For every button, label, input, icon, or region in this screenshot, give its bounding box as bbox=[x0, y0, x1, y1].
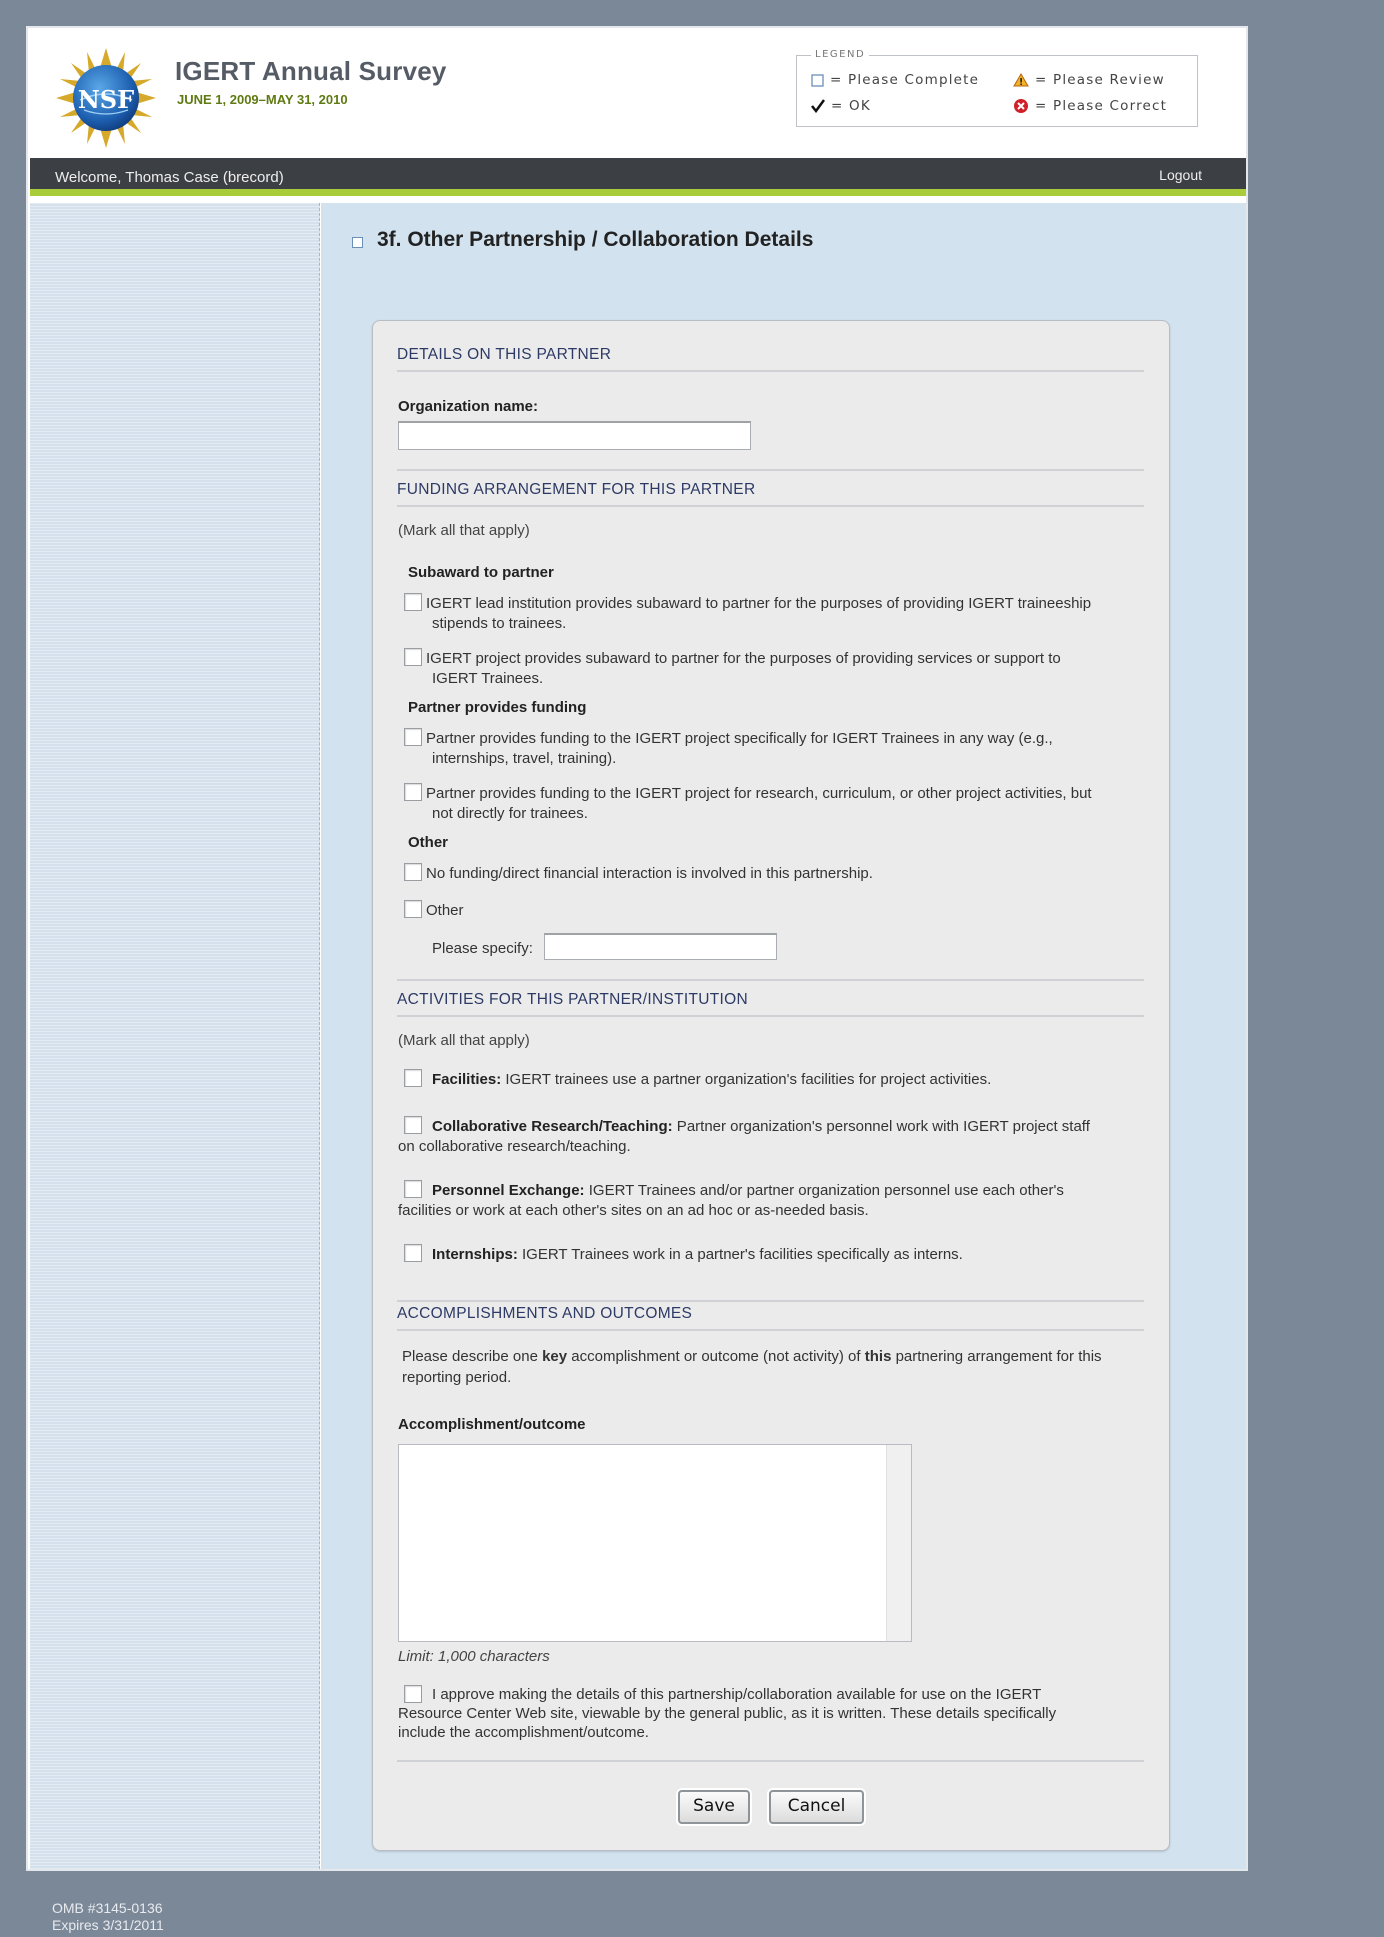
divider bbox=[397, 1300, 1144, 1302]
reporting-period: JUNE 1, 2009–MAY 31, 2010 bbox=[177, 92, 348, 107]
divider bbox=[397, 979, 1144, 981]
subaward-stipends-checkbox[interactable] bbox=[404, 593, 422, 611]
partner-funds-trainees-label-2: internships, travel, training). bbox=[432, 750, 617, 767]
textarea-scrollbar[interactable] bbox=[886, 1445, 911, 1641]
approve-public-label-3: include the accomplishment/outcome. bbox=[398, 1724, 649, 1741]
personnel-exchange-label-2: facilities or work at each other's sites on an ad hoc or as-needed basis. bbox=[398, 1202, 869, 1219]
expiration-date: Expires 3/31/2011 bbox=[52, 1917, 164, 1933]
nsf-logo bbox=[56, 48, 156, 148]
accomplishments-description-2: reporting period. bbox=[402, 1369, 512, 1386]
facilities-label: Facilities: IGERT trainees use a partner organization's facilities for project activities. bbox=[432, 1071, 992, 1088]
divider bbox=[397, 469, 1144, 471]
status-please-complete-icon bbox=[352, 237, 363, 248]
partner-funding-subheading: Partner provides funding bbox=[408, 699, 587, 716]
cancel-button[interactable]: Cancel bbox=[769, 1790, 864, 1824]
checkmark-icon bbox=[811, 99, 825, 113]
accomplishments-heading: ACCOMPLISHMENTS AND OUTCOMES bbox=[397, 1305, 1144, 1331]
accomplishments-description: Please describe one key accomplishment or outcome (not activity) of this partnering arrangement for this bbox=[402, 1348, 1102, 1365]
legend-please-complete: = Please Complete bbox=[811, 72, 979, 88]
legend-please-review: = Please Review bbox=[1013, 72, 1165, 88]
funding-heading: FUNDING ARRANGEMENT FOR THIS PARTNER bbox=[397, 481, 1144, 507]
welcome-text: Welcome, Thomas Case (brecord) bbox=[55, 169, 284, 186]
no-funding-checkbox[interactable] bbox=[404, 863, 422, 881]
org-name-input[interactable] bbox=[398, 421, 751, 450]
no-funding-label: No funding/direct financial interaction is involved in this partnership. bbox=[426, 865, 873, 882]
partner-funds-project-label-2: not directly for trainees. bbox=[432, 805, 588, 822]
please-specify-input[interactable] bbox=[544, 933, 777, 960]
page-header bbox=[28, 28, 1246, 158]
approve-public-checkbox[interactable] bbox=[404, 1685, 422, 1703]
partner-funds-trainees-checkbox[interactable] bbox=[404, 728, 422, 746]
please-specify-label: Please specify: bbox=[432, 940, 533, 957]
omb-number: OMB #3145-0136 bbox=[52, 1900, 163, 1916]
footer bbox=[52, 1900, 164, 1934]
subaward-stipends-label-2: stipends to trainees. bbox=[432, 615, 567, 632]
partner-funds-project-label: Partner provides funding to the IGERT project for research, curriculum, or other project activities, but bbox=[426, 785, 1092, 802]
personnel-exchange-checkbox[interactable] bbox=[404, 1180, 422, 1198]
subaward-services-checkbox[interactable] bbox=[404, 648, 422, 666]
collaborative-research-label-2: on collaborative research/teaching. bbox=[398, 1138, 631, 1155]
legend-ok: = OK bbox=[811, 98, 871, 114]
personnel-exchange-label: Personnel Exchange: IGERT Trainees and/or partner organization personnel use each other's bbox=[432, 1182, 1064, 1199]
other-funding-checkbox[interactable] bbox=[404, 900, 422, 918]
divider bbox=[397, 1760, 1144, 1762]
accomplishment-textarea[interactable] bbox=[398, 1444, 912, 1642]
subaward-stipends-label: IGERT lead institution provides subaward to partner for the purposes of providing IGERT traineeship bbox=[426, 595, 1092, 612]
save-button[interactable]: Save bbox=[678, 1790, 750, 1824]
partner-funds-project-checkbox[interactable] bbox=[404, 783, 422, 801]
app-title: IGERT Annual Survey bbox=[175, 56, 447, 86]
activities-heading: ACTIVITIES FOR THIS PARTNER/INSTITUTION bbox=[397, 991, 1144, 1017]
partner-funds-trainees-label: Partner provides funding to the IGERT project specifically for IGERT Trainees in any way (e.g., bbox=[426, 730, 1053, 747]
funding-hint: (Mark all that apply) bbox=[398, 522, 530, 539]
accomplishment-label: Accomplishment/outcome bbox=[398, 1416, 586, 1433]
left-sidebar bbox=[30, 203, 320, 1869]
empty-square-icon bbox=[811, 74, 824, 87]
approve-public-label: I approve making the details of this partnership/collaboration available for use on the IGERT bbox=[432, 1686, 1042, 1703]
approve-public-label-2: Resource Center Web site, viewable by the general public, as it is written. These details specifically bbox=[398, 1705, 1057, 1722]
collaborative-research-checkbox[interactable] bbox=[404, 1116, 422, 1134]
collaborative-research-label: Collaborative Research/Teaching: Partner organization's personnel work with IGERT project staff bbox=[432, 1118, 1090, 1135]
logout-link[interactable]: Logout bbox=[1159, 167, 1202, 183]
activities-hint: (Mark all that apply) bbox=[398, 1032, 530, 1049]
internships-label: Internships: IGERT Trainees work in a partner's facilities specifically as interns. bbox=[432, 1246, 963, 1263]
other-funding-label: Other bbox=[426, 902, 464, 919]
internships-checkbox[interactable] bbox=[404, 1244, 422, 1262]
other-subheading: Other bbox=[408, 834, 449, 851]
top-nav-bar bbox=[30, 158, 1246, 196]
character-limit-note: Limit: 1,000 characters bbox=[398, 1648, 550, 1665]
svg-text:NSF: NSF bbox=[77, 85, 135, 114]
error-circle-icon bbox=[1013, 98, 1029, 114]
subaward-services-label: IGERT project provides subaward to partner for the purposes of providing services or support to bbox=[426, 650, 1061, 667]
page-title bbox=[352, 228, 813, 252]
org-name-label: Organization name: bbox=[398, 398, 539, 415]
page-title-text: 3f. Other Partnership / Collaboration Details bbox=[377, 228, 814, 251]
legend-title: LEGEND bbox=[811, 49, 869, 60]
legend-box bbox=[796, 49, 1198, 127]
subaward-services-label-2: IGERT Trainees. bbox=[432, 670, 544, 687]
facilities-checkbox[interactable] bbox=[404, 1069, 422, 1087]
details-heading: DETAILS ON THIS PARTNER bbox=[397, 346, 1144, 372]
warning-triangle-icon bbox=[1013, 73, 1029, 87]
subaward-subheading: Subaward to partner bbox=[408, 564, 554, 581]
legend-please-correct: = Please Correct bbox=[1013, 98, 1167, 114]
